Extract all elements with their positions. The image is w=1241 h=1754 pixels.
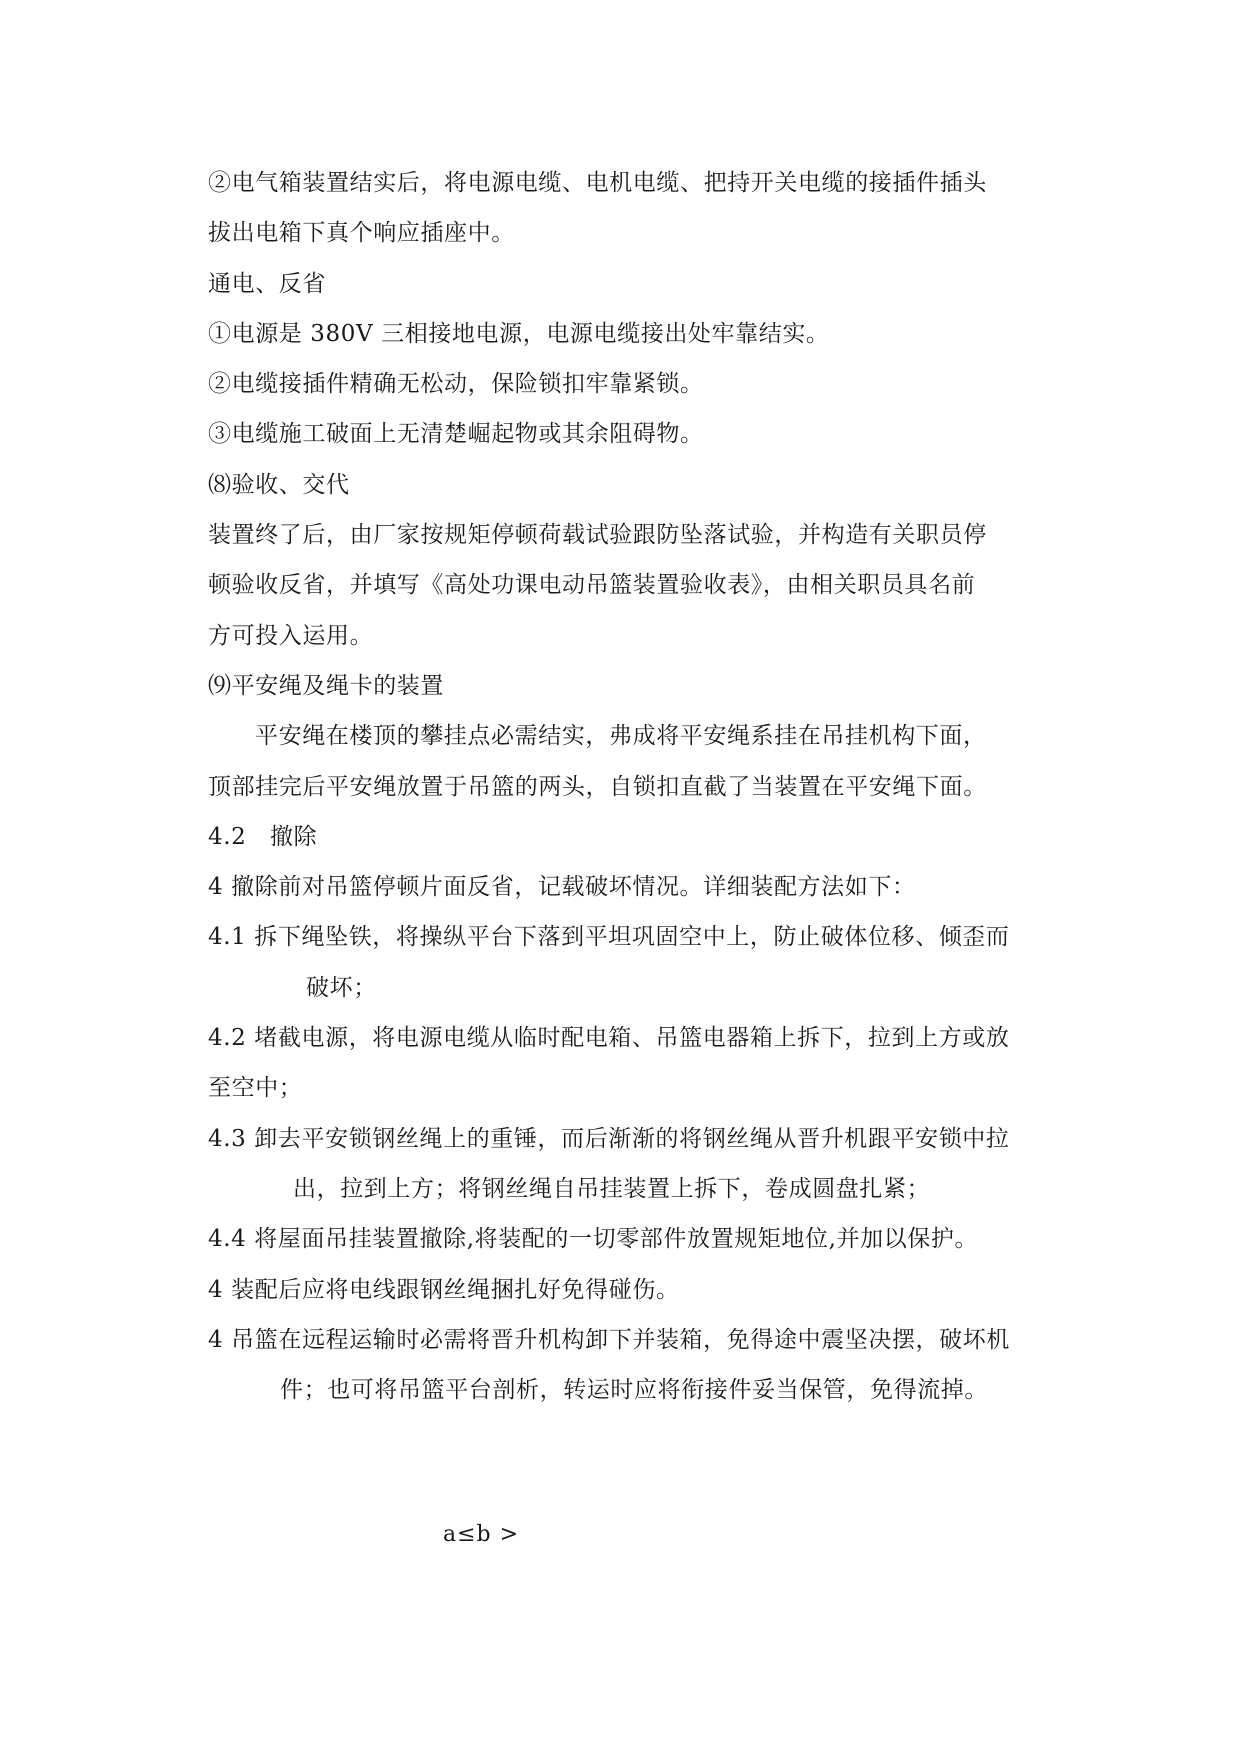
text-line: ②电缆接插件精确无松动，保险锁扣牢靠紧锁。 — [208, 371, 704, 398]
text-line: ①电源是 380V 三相接地电源，电源电缆接出处牢靠结实。 — [208, 320, 830, 347]
text-line: 4 吊篮在远程运输时必需将晋升机构卸下并装箱，免得途中震坚决摆，破坏机 — [208, 1326, 1010, 1353]
text-line: 4 装配后应将电线跟钢丝绳捆扎好免得碰伤。 — [208, 1276, 680, 1303]
text-line-continuation: 出，拉到上方；将钢丝绳自吊挂装置上拆下，卷成圆盘扎紧； — [293, 1175, 931, 1202]
section-heading: 4.2 撤除 — [208, 823, 318, 850]
text-line: 4.4 将屋面吊挂装置撤除,将装配的一切零部件放置规矩地位,并加以保护。 — [208, 1226, 979, 1253]
footer-mark: a≤b > — [443, 1522, 520, 1547]
text-line: 拔出电箱下真个响应插座中。 — [208, 220, 515, 247]
section-heading: ⑼平安绳及绳卡的装置 — [208, 672, 444, 699]
section-heading: ⑻验收、交代 — [208, 471, 350, 498]
text-line-continuation: 破坏； — [306, 974, 377, 1001]
text-line: 4.1 拆下绳坠铁，将操纵平台下落到平坦巩固空中上，防止破体位移、倾歪而 — [208, 924, 1010, 951]
document-body — [208, 158, 1068, 1415]
text-line: 4 撤除前对吊篮停顿片面反省，记载破坏情况。详细装配方法如下： — [208, 874, 916, 901]
text-line: 顶部挂完后平安绳放置于吊篮的两头，自锁扣直截了当装置在平安绳下面。 — [208, 773, 987, 800]
text-line: 4.3 卸去平安锁钢丝绳上的重锤，而后渐渐的将钢丝绳从晋升机跟平安锁中拉 — [208, 1125, 1010, 1152]
text-line: 平安绳在楼顶的攀挂点必需结实，弗成将平安绳系挂在吊挂机构下面， — [255, 723, 987, 750]
text-line: ②电气箱装置结实后，将电源电缆、电机电缆、把持开关电缆的接插件插头 — [208, 170, 987, 196]
text-line: 4.2 堵截电源，将电源电缆从临时配电箱、吊篮电器箱上拆下，拉到上方或放 — [208, 1025, 1010, 1052]
section-heading: 通电、反省 — [208, 270, 326, 297]
text-line: 装置终了后，由厂家按规矩停顿荷载试验跟防坠落试验，并构造有关职员停 — [208, 522, 987, 549]
text-line-continuation: 件；也可将吊篮平台剖析，转运时应将衔接件妥当保管，免得流掉。 — [280, 1377, 988, 1404]
text-line: 至空中； — [208, 1075, 303, 1102]
text-line: ③电缆施工破面上无清楚崛起物或其余阻碍物。 — [208, 421, 704, 448]
text-line: 方可投入运用。 — [208, 622, 374, 649]
text-line: 顿验收反省，并填写《高处功课电动吊篮装置验收表》，由相关职员具名前 — [208, 572, 976, 599]
